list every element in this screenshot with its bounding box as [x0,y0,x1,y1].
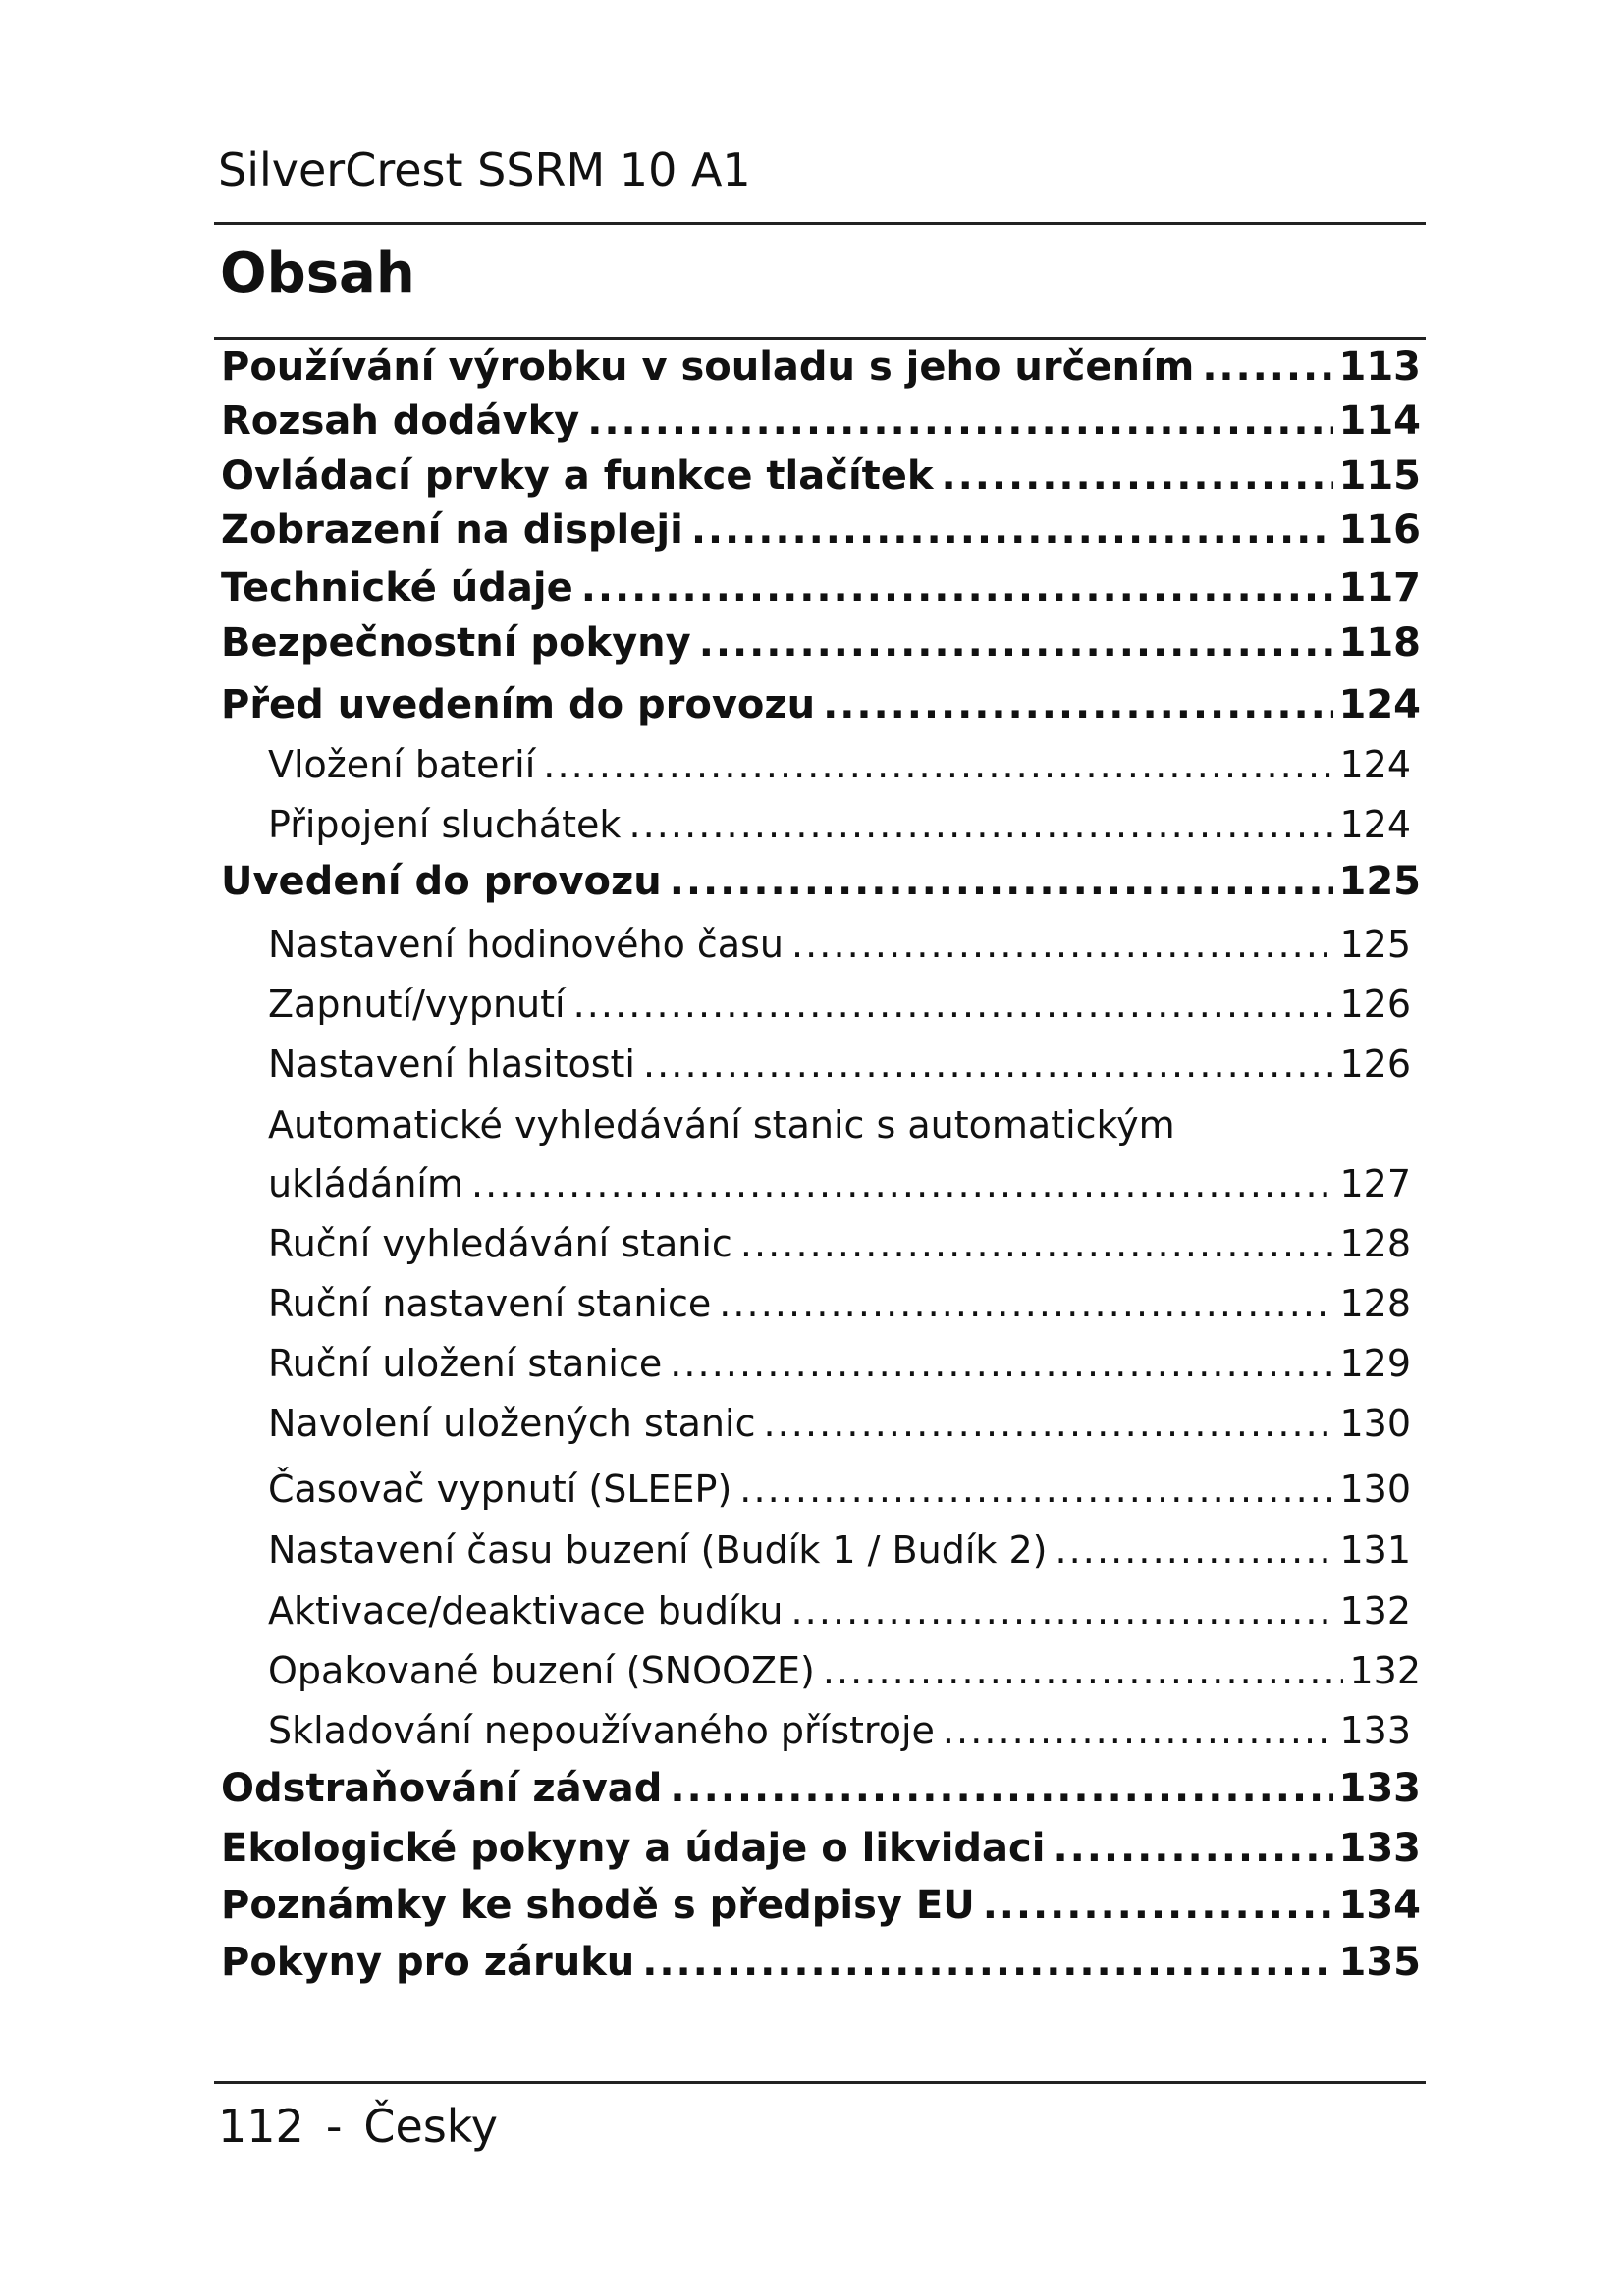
dot-leader [670,1766,1332,1811]
toc-entry-title: Pokyny pro záruku [221,1940,635,1985]
dot-leader [740,1222,1334,1265]
dot-leader [670,859,1333,904]
toc-entry-page: 128 [1339,1222,1411,1265]
toc-entry-page: 132 [1349,1649,1421,1692]
toc-entry-title: Zapnutí/vypnutí [268,983,566,1026]
toc-entry-page: 127 [1339,1162,1411,1205]
toc-entry-title: Používání výrobku v souladu s jeho určením [221,345,1195,390]
dot-leader [1202,345,1332,390]
toc-entry-title: Zobrazení na displeji [221,507,683,553]
toc-entry-title: Odstraňování závad [221,1766,663,1811]
dot-leader [1053,1826,1332,1871]
toc-entry-main[interactable] [221,620,1421,673]
dot-leader [670,1342,1333,1385]
dot-leader [719,1282,1333,1325]
footer-language: Česky [363,2100,499,2153]
footer-divider [214,2081,1426,2084]
toc-entry-sub[interactable] [268,1589,1411,1642]
toc-entry-page: 130 [1339,1402,1411,1445]
toc-entry-sub-first-line[interactable] [268,1103,1411,1156]
toc-entry-title: Technické údaje [221,565,573,611]
toc-entry-sub[interactable] [268,1709,1411,1762]
toc-entry-title: Ruční vyhledávání stanic [268,1222,732,1265]
dot-leader [543,743,1333,786]
dot-leader [739,1468,1333,1511]
toc-entry-page: 113 [1338,345,1421,390]
toc-entry-page: 129 [1339,1342,1411,1385]
toc-entry-sub[interactable] [268,743,1411,796]
toc-entry-title: Ovládací prvky a funkce tlačítek [221,454,934,499]
toc-entry-title: Uvedení do provozu [221,859,662,904]
toc-entry-page: 133 [1338,1766,1421,1811]
toc-entry-main[interactable] [221,345,1421,398]
toc-entry-page: 126 [1339,983,1411,1026]
toc-entry-page: 114 [1338,399,1421,444]
toc-entry-main[interactable] [221,1766,1421,1819]
toc-entry-title: Ruční uložení stanice [268,1342,663,1385]
toc-entry-main[interactable] [221,682,1421,735]
document-header-title: SilverCrest SSRM 10 A1 [218,143,751,196]
toc-entry-page: 116 [1338,507,1421,553]
toc-entry-title: Rozsah dodávky [221,399,580,444]
toc-entry-page: 133 [1338,1826,1421,1871]
toc-entry-sub[interactable] [268,803,1411,856]
toc-entry-sub[interactable] [268,1342,1411,1395]
dot-leader [699,620,1333,666]
toc-entry-page: 126 [1339,1042,1411,1086]
toc-entry-page: 117 [1338,565,1421,611]
dot-leader [1055,1528,1333,1572]
toc-entry-title: Bezpečnostní pokyny [221,620,691,666]
toc-entry-page: 124 [1338,682,1421,727]
toc-entry-title: Automatické vyhledávání stanic s automatickým [268,1103,1175,1147]
dot-leader [643,1042,1333,1086]
toc-entry-sub[interactable] [268,1402,1411,1455]
toc-entry-title: Navolení uložených stanic [268,1402,756,1445]
dot-leader [691,507,1333,553]
toc-entry-title: Poznámky ke shodě s předpisy EU [221,1883,975,1928]
toc-entry-main[interactable] [221,507,1421,561]
dot-leader [587,399,1332,444]
toc-entry-page: 115 [1338,454,1421,499]
toc-entry-page: 125 [1338,859,1421,904]
toc-entry-page: 128 [1339,1282,1411,1325]
dot-leader [983,1883,1333,1928]
toc-entry-title: Nastavení hlasitosti [268,1042,635,1086]
toc-entry-main[interactable] [221,1883,1421,1936]
dot-leader [628,803,1333,846]
dot-leader [823,682,1332,727]
toc-entry-title: Časovač vypnutí (SLEEP) [268,1468,732,1511]
dot-leader [791,1589,1334,1632]
toc-entry-main[interactable] [221,859,1421,912]
dot-leader [573,983,1334,1026]
toc-entry-title: Skladování nepoužívaného přístroje [268,1709,935,1752]
toc-entry-title: Vložení baterií [268,743,536,786]
toc-entry-page: 118 [1338,620,1421,666]
toc-entry-page: 134 [1338,1883,1421,1928]
toc-entry-page: 125 [1339,923,1411,966]
toc-heading: Obsah [220,241,415,305]
toc-entry-page: 135 [1338,1940,1421,1985]
toc-entry-sub[interactable] [268,1042,1411,1095]
dot-leader [942,454,1333,499]
dot-leader [471,1162,1333,1205]
toc-entry-sub[interactable] [268,923,1411,976]
toc-entry-sub[interactable] [268,1649,1421,1702]
toc-entry-sub[interactable] [268,983,1411,1036]
toc-entry-page: 132 [1339,1589,1411,1632]
toc-entry-page: 124 [1339,803,1411,846]
page-footer [218,2100,499,2153]
toc-entry-main[interactable] [221,454,1421,507]
toc-entry-title: Ruční nastavení stanice [268,1282,712,1325]
dot-leader [823,1649,1344,1692]
toc-entry-main[interactable] [221,1826,1421,1879]
toc-entry-title: Nastavení času buzení (Budík 1 / Budík 2) [268,1528,1048,1572]
toc-entry-page: 130 [1339,1468,1411,1511]
dot-leader [791,923,1334,966]
toc-entry-title: Aktivace/deaktivace budíku [268,1589,784,1632]
toc-entry-sub[interactable] [268,1282,1411,1335]
toc-entry-sub[interactable] [268,1222,1411,1275]
toc-entry-title: Opakované buzení (SNOOZE) [268,1649,815,1692]
toc-entry-page: 124 [1339,743,1411,786]
toc-entry-page: 133 [1339,1709,1411,1752]
dot-leader [943,1709,1334,1752]
footer-page-number: 112 [218,2100,304,2153]
toc-entry-main[interactable] [221,1940,1421,1993]
toc-entry-main[interactable] [221,399,1421,452]
toc-entry-main[interactable] [221,565,1421,618]
toc-entry-page: 131 [1339,1528,1411,1572]
toc-entry-sub[interactable] [268,1468,1411,1521]
toc-entry-sub[interactable] [268,1162,1411,1215]
dot-leader [642,1940,1332,1985]
dot-leader [763,1402,1333,1445]
toc-entry-title: Připojení sluchátek [268,803,622,846]
toc-entry-title: Nastavení hodinového času [268,923,784,966]
footer-separator: - [325,2100,343,2153]
dot-leader [581,565,1333,611]
toc-entry-title: ukládáním [268,1162,463,1205]
toc-entry-title: Před uvedením do provozu [221,682,816,727]
toc-entry-title: Ekologické pokyny a údaje o likvidaci [221,1826,1046,1871]
toc-entry-sub[interactable] [268,1528,1411,1581]
